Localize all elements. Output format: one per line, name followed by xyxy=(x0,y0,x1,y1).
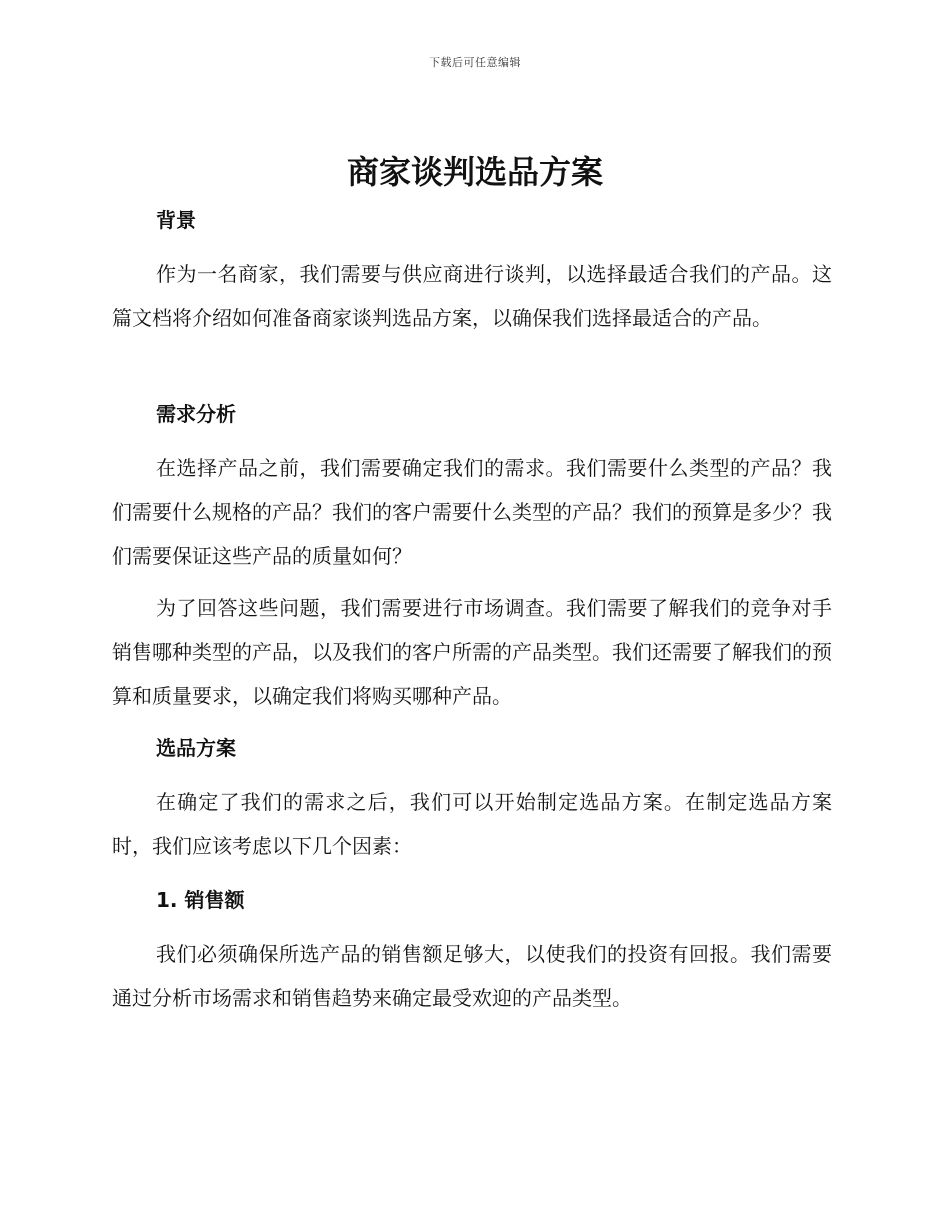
background-paragraph: 作为一名商家，我们需要与供应商进行谈判，以选择最适合我们的产品。这篇文档将介绍如何准备商家谈判选品方案，以确保我们选择最适合的产品。 xyxy=(112,262,832,330)
section-heading-plan: 选品方案 xyxy=(156,736,236,760)
header-note: 下载后可任意编辑 xyxy=(429,56,521,69)
sales-paragraph: 我们必须确保所选产品的销售额足够大，以使我们的投资有回报。我们需要通过分析市场需求和销售趋势来确定最受欢迎的产品类型。 xyxy=(112,942,832,1010)
document-title: 商家谈判选品方案 xyxy=(346,153,603,191)
section-heading-needs: 需求分析 xyxy=(156,402,236,426)
section-heading-background: 背景 xyxy=(156,208,196,232)
plan-paragraph: 在确定了我们的需求之后，我们可以开始制定选品方案。在制定选品方案时，我们应该考虑以下几个因素： xyxy=(112,790,832,858)
needs-paragraph-2: 为了回答这些问题，我们需要进行市场调查。我们需要了解我们的竞争对手销售哪种类型的产品，以及我们的客户所需的产品类型。我们还需要了解我们的预算和质量要求，以确定我们将购买哪种产品。 xyxy=(112,596,832,708)
needs-paragraph-1: 在选择产品之前，我们需要确定我们的需求。我们需要什么类型的产品？我们需要什么规格的产品？我们的客户需要什么类型的产品？我们的预算是多少？我们需要保证这些产品的质量如何？ xyxy=(112,456,832,568)
section-heading-sales: 1. 销售额 xyxy=(156,888,245,912)
